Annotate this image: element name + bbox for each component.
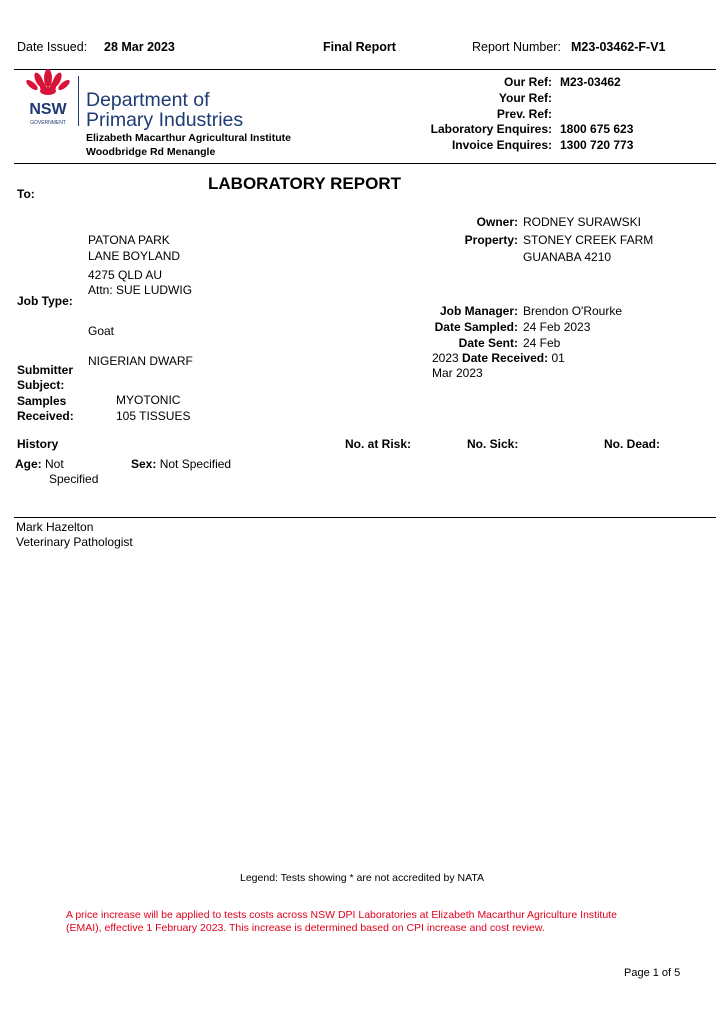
property-label: Property: — [464, 233, 518, 247]
institute-name: Elizabeth Macarthur Agricultural Institute — [86, 132, 291, 144]
age-value: Not — [45, 457, 64, 471]
species-value: Goat — [88, 324, 115, 338]
institute-address: Woodbridge Rd Menangle — [86, 146, 216, 158]
job-manager-value: Brendon O'Rourke — [523, 304, 623, 318]
at-risk-label: No. at Risk: — [345, 437, 412, 451]
date-sent-year: 2023 — [432, 351, 459, 365]
date-received-month: Mar 2023 — [432, 366, 483, 380]
owner-label: Owner: — [476, 215, 518, 229]
date-issued-label: Date Issued: — [17, 40, 88, 54]
owner-value: RODNEY SURAWSKI — [523, 215, 642, 229]
received-label: Received: — [17, 409, 74, 423]
age-label: Age: — [15, 457, 42, 471]
report-number-value: M23-03462-F-V1 — [571, 40, 666, 54]
date-sampled-label: Date Sampled: — [434, 320, 518, 334]
job-manager-label: Job Manager: — [439, 304, 518, 318]
your-ref-label: Your Ref: — [498, 91, 552, 105]
lab-enquiries-value: 1800 675 623 — [560, 122, 634, 136]
our-ref-label: Our Ref: — [504, 75, 552, 89]
address-line3: 4275 QLD AU — [88, 268, 163, 282]
our-ref-value: M23-03462 — [560, 75, 621, 89]
department-name-line2: Primary Industries — [86, 109, 244, 131]
price-notice-line2: (EMAI), effective 1 February 2023. This increase is determined based on CPI increase and cost review. — [66, 922, 545, 934]
samples-label: Samples — [17, 394, 67, 408]
report-status: Final Report — [323, 40, 396, 54]
sex-value: Not Specified — [159, 457, 232, 471]
header-rule — [14, 69, 716, 70]
subject-label: Subject: — [17, 378, 65, 392]
job-type-label: Job Type: — [17, 294, 73, 308]
property-value: STONEY CREEK FARM — [523, 233, 654, 247]
nsw-waratah-icon — [22, 68, 74, 130]
sex-row — [131, 457, 231, 471]
nsw-logo-text: NSW — [29, 101, 67, 118]
date-sent-label: Date Sent: — [458, 336, 518, 350]
history-rule — [14, 517, 716, 518]
age-row — [15, 457, 64, 471]
date-received-label: Date Received: — [462, 351, 549, 365]
report-title: LABORATORY REPORT — [208, 174, 401, 193]
samples-value: 105 TISSUES — [116, 409, 191, 423]
dead-label: No. Dead: — [604, 437, 661, 451]
logo-divider — [78, 76, 79, 126]
sick-label: No. Sick: — [467, 437, 519, 451]
department-name-line1: Department of — [86, 89, 210, 111]
date-sampled-value: 24 Feb 2023 — [523, 320, 591, 334]
to-label: To: — [17, 187, 35, 201]
property-location: GUANABA 4210 — [523, 250, 612, 264]
report-number-label: Report Number: — [472, 40, 561, 54]
address-line1: PATONA PARK — [88, 233, 170, 247]
government-logo-text: GOVERNMENT — [30, 120, 66, 126]
history-label: History — [17, 437, 59, 451]
age-value-continued: Specified — [49, 472, 99, 486]
invoice-enquiries-label: Invoice Enquires: — [451, 138, 552, 152]
submitter-label: Submitter — [17, 363, 74, 377]
logo-rule — [14, 163, 716, 164]
pathologist-title: Veterinary Pathologist — [16, 535, 133, 549]
address-line2: LANE BOYLAND — [88, 249, 181, 263]
prev-ref-label: Prev. Ref: — [496, 107, 552, 121]
legend-note: Legend: Tests showing * are not accredited by NATA — [240, 872, 484, 884]
price-notice-line1: A price increase will be applied to tests costs across NSW DPI Laboratories at Elizabeth Macarthur Agriculture Institute — [66, 909, 617, 921]
date-issued-value: 28 Mar 2023 — [104, 40, 175, 54]
page-number: Page 1 of 5 — [624, 967, 681, 979]
date-received-value: 01 — [551, 351, 565, 365]
pathologist-name: Mark Hazelton — [16, 520, 94, 534]
lab-enquiries-label: Laboratory Enquires: — [430, 122, 552, 136]
invoice-enquiries-value: 1300 720 773 — [560, 138, 634, 152]
sex-label: Sex: — [131, 457, 157, 471]
attention-line: Attn: SUE LUDWIG — [88, 283, 193, 297]
date-received-row — [432, 351, 565, 365]
date-sent-value: 24 Feb — [523, 336, 561, 350]
subject-value: MYOTONIC — [116, 393, 181, 407]
breed-value: NIGERIAN DWARF — [88, 354, 193, 368]
